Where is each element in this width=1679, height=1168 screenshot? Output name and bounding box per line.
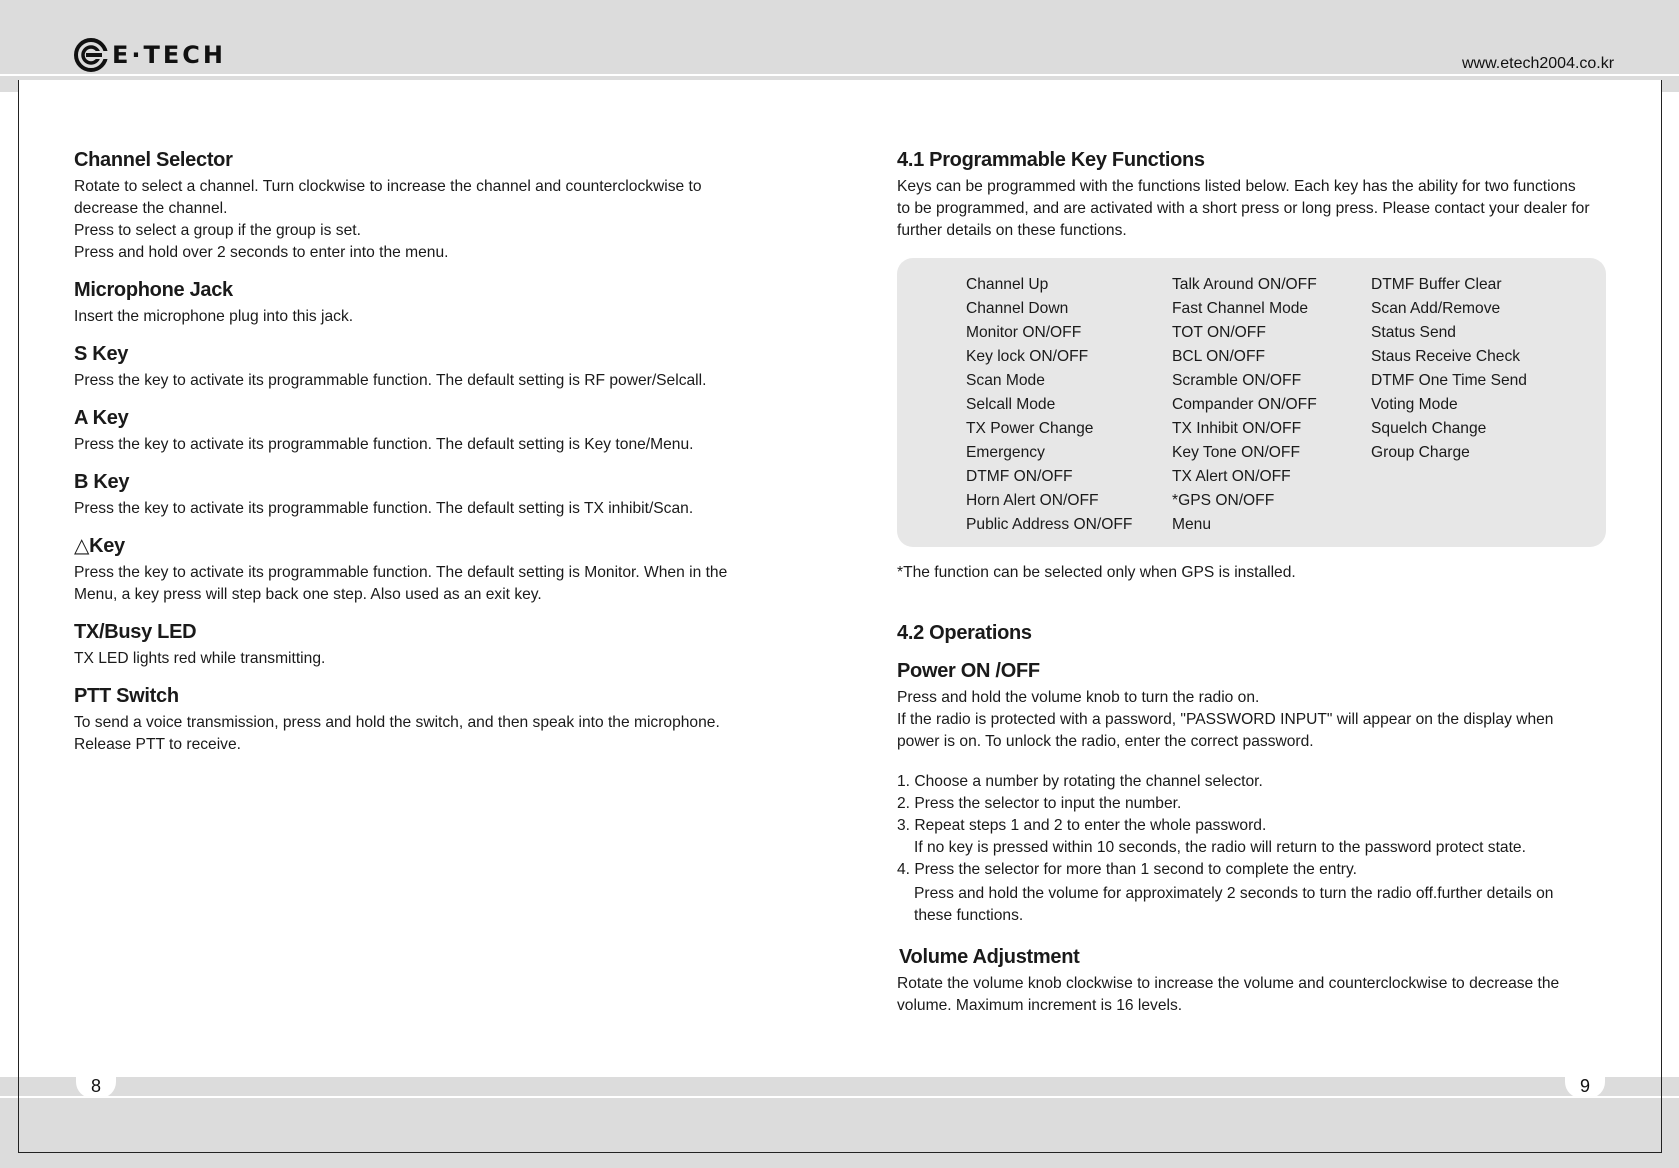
text-line: power is on. To unlock the radio, enter the correct password. — [897, 733, 1314, 750]
step-note: If no key is pressed within 10 seconds, the radio will return to the password protect state. — [914, 839, 1526, 856]
footer-divider — [0, 1096, 1679, 1098]
s-key-section — [74, 342, 774, 392]
function-item: BCL ON/OFF — [1172, 348, 1265, 365]
function-item: Selcall Mode — [966, 396, 1056, 413]
step-note: these functions. — [914, 907, 1024, 924]
function-item: Group Charge — [1371, 444, 1470, 461]
frame-border — [1661, 80, 1662, 1153]
function-item: Compander ON/OFF — [1172, 396, 1317, 413]
right-page — [897, 148, 1617, 1017]
text-line: Press the key to activate its programmable function. The default setting is RF power/Selcall. — [74, 372, 707, 389]
function-item: Channel Down — [966, 300, 1069, 317]
page-number: 9 — [1565, 1073, 1605, 1098]
function-item: Channel Up — [966, 276, 1049, 293]
function-item: TOT ON/OFF — [1172, 324, 1266, 341]
text-line: Keys can be programmed with the functions listed below. Each key has the ability for two functions — [897, 178, 1576, 195]
function-item: Talk Around ON/OFF — [1172, 276, 1317, 293]
text-line: Press the key to activate its programmable function. The default setting is TX inhibit/Scan. — [74, 500, 694, 517]
function-column — [1172, 273, 1371, 537]
step-item: 4. Press the selector for more than 1 second to complete the entry. — [897, 861, 1357, 878]
text-line: Release PTT to receive. — [74, 736, 241, 753]
text-line: To send a voice transmission, press and hold the switch, and then speak into the microphone. — [74, 714, 720, 731]
subsection-title: Volume Adjustment — [899, 946, 1080, 968]
left-page — [74, 148, 774, 770]
text-line: Rotate the volume knob clockwise to increase the volume and counterclockwise to decrease the — [897, 975, 1560, 992]
text-line: Press the key to activate its programmable function. The default setting is Key tone/Menu. — [74, 436, 694, 453]
password-steps — [897, 771, 1617, 927]
function-item: Squelch Change — [1371, 420, 1487, 437]
section-title: PTT Switch — [74, 685, 179, 707]
step-item: 1. Choose a number by rotating the channel selector. — [897, 773, 1263, 790]
text-line: Press and hold the volume knob to turn the radio on. — [897, 689, 1260, 706]
section-title: A Key — [74, 407, 129, 429]
header-band — [0, 0, 1679, 92]
function-item: Fast Channel Mode — [1172, 300, 1309, 317]
section-title: 4.1 Programmable Key Functions — [897, 149, 1205, 171]
page-number: 8 — [76, 1073, 116, 1098]
function-item: Emergency — [966, 444, 1045, 461]
text-line: to be programmed, and are activated with a short press or long press. Please contact your dealer for — [897, 200, 1590, 217]
text-line: volume. Maximum increment is 16 levels. — [897, 997, 1183, 1014]
function-item: Status Send — [1371, 324, 1456, 341]
text-line: Press and hold over 2 seconds to enter into the menu. — [74, 244, 449, 261]
function-item: TX Inhibit ON/OFF — [1172, 420, 1302, 437]
header-divider — [0, 74, 1679, 76]
function-column — [966, 273, 1172, 537]
function-item: Public Address ON/OFF — [966, 516, 1133, 533]
text-line: Menu, a key press will step back one step. Also used as an exit key. — [74, 586, 542, 603]
website-url: www.etech2004.co.kr — [1462, 55, 1615, 72]
section-title: Channel Selector — [74, 149, 233, 171]
function-item: Menu — [1172, 516, 1212, 533]
function-item: DTMF ON/OFF — [966, 468, 1073, 485]
a-key-section — [74, 406, 774, 456]
triangle-key-section — [74, 534, 774, 606]
text-line: Press to select a group if the group is set. — [74, 222, 361, 239]
logo-text: E·TECH — [112, 41, 226, 69]
subsection-title: Power ON /OFF — [897, 660, 1040, 682]
function-column — [1371, 273, 1571, 537]
text-line: further details on these functions. — [897, 222, 1127, 239]
function-item: TX Alert ON/OFF — [1172, 468, 1291, 485]
b-key-section — [74, 470, 774, 520]
function-item: DTMF Buffer Clear — [1371, 276, 1502, 293]
function-item: Key Tone ON/OFF — [1172, 444, 1300, 461]
section-title: △Key — [74, 535, 125, 557]
frame-border — [18, 80, 19, 1153]
step-item: 3. Repeat steps 1 and 2 to enter the whole password. — [897, 817, 1267, 834]
text-line: TX LED lights red while transmitting. — [74, 650, 326, 667]
function-item: Scan Mode — [966, 372, 1045, 389]
function-item: *GPS ON/OFF — [1172, 492, 1275, 509]
text-line: If the radio is protected with a password, "PASSWORD INPUT" will appear on the display when — [897, 711, 1554, 728]
function-item: Staus Receive Check — [1371, 348, 1521, 365]
function-item: Monitor ON/OFF — [966, 324, 1082, 341]
microphone-jack-section — [74, 278, 774, 328]
function-list-box — [897, 258, 1606, 547]
section-title: 4.2 Operations — [897, 622, 1032, 644]
text-line: Rotate to select a channel. Turn clockwise to increase the channel and counterclockwise to — [74, 178, 702, 195]
function-item: Scan Add/Remove — [1371, 300, 1501, 317]
function-item: TX Power Change — [966, 420, 1094, 437]
step-note: Press and hold the volume for approximately 2 seconds to turn the radio off.further details on — [914, 885, 1554, 902]
text-line: Insert the microphone plug into this jack. — [74, 308, 354, 325]
tx-busy-led-section — [74, 620, 774, 670]
etech-logo-icon — [74, 38, 108, 72]
function-item: Horn Alert ON/OFF — [966, 492, 1099, 509]
section-title: B Key — [74, 471, 130, 493]
function-item: Scramble ON/OFF — [1172, 372, 1302, 389]
footer-band — [0, 1077, 1679, 1168]
text-line: decrease the channel. — [74, 200, 228, 217]
function-item: Voting Mode — [1371, 396, 1458, 413]
function-item: DTMF One Time Send — [1371, 372, 1527, 389]
step-item: 2. Press the selector to input the number. — [897, 795, 1182, 812]
section-title: Microphone Jack — [74, 279, 233, 301]
section-title: TX/Busy LED — [74, 621, 197, 643]
function-item: Key lock ON/OFF — [966, 348, 1089, 365]
ptt-switch-section — [74, 684, 774, 756]
etech-logo — [74, 38, 226, 72]
section-title: S Key — [74, 343, 129, 365]
frame-border — [18, 1152, 1662, 1153]
gps-footnote: *The function can be selected only when GPS is installed. — [897, 564, 1296, 581]
text-line: Press the key to activate its programmable function. The default setting is Monitor. When in the — [74, 564, 728, 581]
channel-selector-section — [74, 148, 774, 264]
